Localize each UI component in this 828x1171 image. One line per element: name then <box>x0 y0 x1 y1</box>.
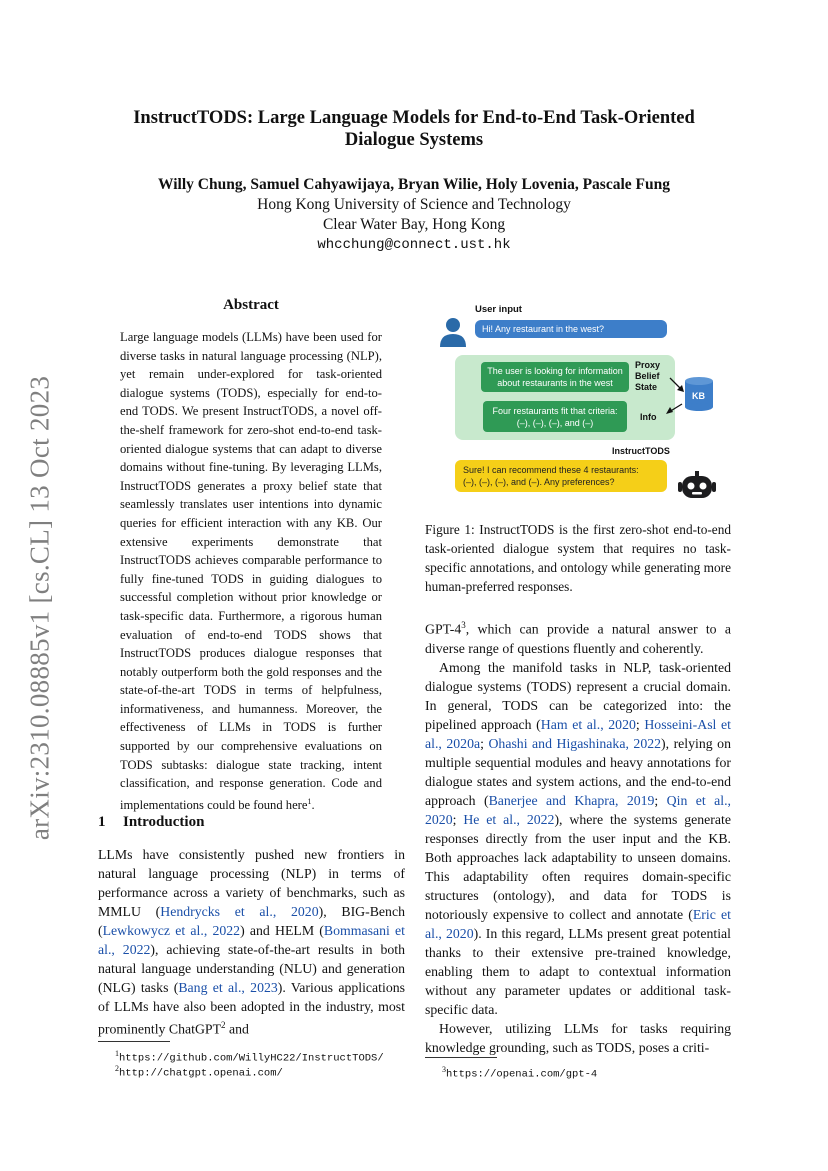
citation-link[interactable]: Lewkowycz et al., 2022 <box>102 923 241 938</box>
section-heading-introduction <box>98 814 405 831</box>
figure-1 <box>425 300 731 510</box>
intro-paragraph-1-cont: GPT-$4^3$, which can provide a natural answer to a diverse range of questions fluently and coherently. <box>425 620 731 656</box>
citation-link[interactable]: Hendrycks et al., 2020 <box>160 904 319 919</box>
paper-title <box>100 107 728 151</box>
info-line-2: (–), (–), (–), and (–) <box>516 418 594 428</box>
footnote-ref-3[interactable]: 3 <box>461 620 466 630</box>
footnote-url[interactable]: http://chatgpt.openai.com/ <box>119 1067 283 1080</box>
belief-state-box <box>481 362 629 392</box>
citation-link[interactable]: Ham et al., 2020 <box>540 716 636 732</box>
proxy-belief-state-label <box>635 360 660 393</box>
proxy-label-line: Belief <box>635 371 660 381</box>
figure-caption: Figure 1: InstructTODS is the first zero-shot end-to-end task-oriented dialogue system that requires no task-specific annotations, and ontology while generating more human-preferred responses. <box>425 522 731 594</box>
belief-line-2: about restaurants in the west <box>497 378 613 388</box>
section-title: Introduction <box>123 814 205 830</box>
footnote-url[interactable]: https://github.com/WillyHC22/InstructTODS/ <box>119 1052 384 1065</box>
info-line-1: Four restaurants fit that criteria: <box>492 406 618 416</box>
citation-link[interactable]: Hosseini-Asl et al., 2020a <box>425 716 731 751</box>
user-input-label: User input <box>475 304 522 315</box>
footnote-url[interactable]: https://openai.com/gpt-4 <box>446 1068 598 1081</box>
system-response-bubble <box>455 460 667 492</box>
footnote-mark: 3 <box>442 1065 446 1074</box>
user-avatar-icon <box>438 316 468 348</box>
footnote-ref-1[interactable]: 1 <box>307 796 312 806</box>
citation-link[interactable]: He et al., 2022 <box>463 811 555 827</box>
title-line-2: Dialogue Systems <box>344 130 484 150</box>
citation-link[interactable]: Ohashi and Higashinaka, 2022 <box>488 735 662 751</box>
kb-info-box <box>483 401 627 432</box>
section-number: 1 <box>98 814 106 830</box>
arxiv-side-stamp <box>20 368 60 848</box>
intro-right-column <box>425 616 732 1055</box>
footnote-3 <box>442 1062 597 1083</box>
robot-icon <box>677 470 717 502</box>
abstract-text: Large language models (LLMs) have been used for diverse tasks in natural language processing (NLP), yet remain under-explored for task-oriented dialogue systems (TODS), especially for end-to-end TODS. We present InstructTODS, a novel off-the-shelf framework for zero-shot end-to-end task-oriented dialogue systems that can adapt to diverse domains without fine-tuning. By leveraging LLMs, InstructTODS generates a proxy belief state that seamlessly translates user intentions into dynamic queries for efficient interaction with any KB. Our extensive experiments demonstrate that InstructTODS achieves comparable performance to fully fine-tuned TODS in guiding dialogues to successful completion without prior knowledge or task-specific data. Furthermore, a rigorous human evaluation of end-to-end TODS shows that InstructTODS produces dialogue responses that notably outperform both the gold responses and the state-of-the-art TODS in terms of helpfulness, informativeness, and humanness. Moreover, the effectiveness of LLMs in TODS is further supported by our comprehensive evaluations on TODS subtasks: dialogue state tracking, intent classification, and response generation. Code and implementations could be found here <box>120 330 382 813</box>
kb-label: KB <box>692 391 705 401</box>
user-message-bubble: Hi! Any restaurant in the west? <box>475 320 667 338</box>
citation-link[interactable]: Banerjee and Khapra, 2019 <box>488 792 655 808</box>
footnote-2 <box>115 1061 422 1082</box>
arxiv-id-text: arXiv:2310.08885v1 [cs.CL] 13 Oct 2023 <box>24 375 55 841</box>
citation-link[interactable]: Eric et al., 2020 <box>425 906 731 941</box>
footnote-ref-2[interactable]: 2 <box>221 1020 226 1030</box>
footnote-mark: 2 <box>115 1064 119 1073</box>
footnote-mark: 1 <box>115 1049 119 1058</box>
proxy-label-line: Proxy <box>635 360 661 370</box>
intro-paragraph-3: However, utilizing LLMs for tasks requiring knowledge grounding, such as TODS, poses a criti- <box>425 1020 731 1055</box>
instructtods-label: InstructTODS <box>612 446 670 456</box>
author-email[interactable]: whcchung@connect.ust.hk <box>317 237 511 253</box>
affiliation-address: Clear Water Bay, Hong Kong <box>322 216 506 233</box>
footnote-divider <box>98 1041 170 1042</box>
citation-link[interactable]: Bommasani et al., 2022 <box>98 923 405 957</box>
intro-paragraph-1: LLMs have consistently pushed new frontiers in natural language processing (NLP) in terms of performance across a variety of benchmarks, such as MMLU (Hendrycks et al., 2020), BIG-Bench (Lewkowycz et al., 2022) and HELM (Bommasani et al., 2022), achieving state-of-the-art results in both natural language understanding (NLU) and generation (NLG) tasks (Bang et al., 2023). Various applications of LLMs have also been adopted in the industry, most prominently ChatGPT$^2$ and <box>98 847 405 1037</box>
affiliation-university: Hong Kong University of Science and Technology <box>257 196 571 213</box>
citation-link[interactable]: Qin et al., 2020 <box>425 792 732 827</box>
abstract-heading: Abstract <box>223 297 279 313</box>
proxy-label-line: State <box>635 382 658 392</box>
abstract-end: . <box>311 798 315 813</box>
title-line-1: InstructTODS: Large Language Models for End-to-End Task-Oriented <box>133 108 695 128</box>
response-line-2: (–), (–), (–), and (–). Any preferences? <box>463 477 615 487</box>
info-label: Info <box>640 412 657 422</box>
response-line-1: Sure! I can recommend these 4 restaurants: <box>463 465 639 475</box>
belief-line-1: The user is looking for information <box>487 366 623 376</box>
intro-paragraph-2: Among the manifold tasks in NLP, task-oriented dialogue systems (TODS) represent a crucial domain. In general, TODS can be categorized into: the pipelined approach (Ham et al., 2020; Hosseini-Asl et al., 2020a; Ohashi and Higashinaka, 2022), relying on multiple sequential modules and heavy annotations for dialogue states and system actions, and the end-to-end approach (Banerjee and Khapra, 2019; Qin et al., 2020; He et al., 2022), where the systems generate responses directly from the user input and the KB. Both approaches lack adaptability to unseen domains. This adaptability often requires domain-specific structures (ontology), and data for TODS is notoriously expensive to collect and annotate (Eric et al., 2020). In this regard, LLMs present great potential thanks to their extensive pre-trained knowledge, enabling them to adapt to contextual information without any parameter updates or additional task-specific data. <box>425 659 732 1017</box>
abstract-body <box>120 328 382 815</box>
footnote-divider <box>425 1057 497 1058</box>
author-list: Willy Chung, Samuel Cahyawijaya, Bryan Wilie, Holy Lovenia, Pascale Fung <box>158 176 670 193</box>
citation-link[interactable]: Bang et al., 2023 <box>178 980 278 995</box>
